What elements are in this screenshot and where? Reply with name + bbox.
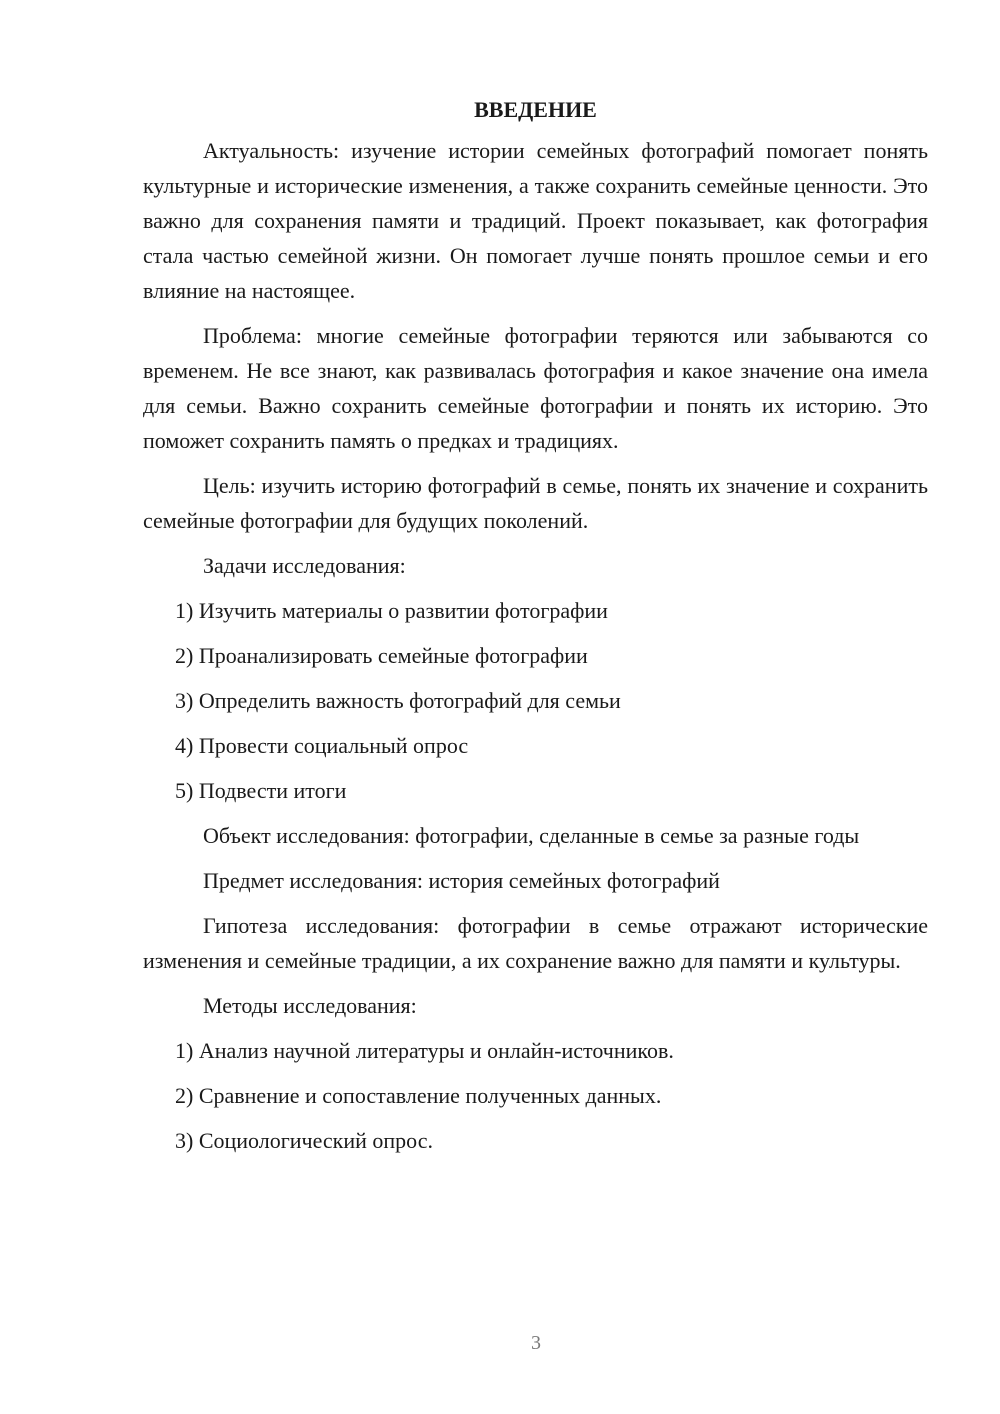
list-item: 2) Проанализировать семейные фотографии bbox=[175, 643, 588, 668]
page-number: 3 bbox=[531, 1332, 541, 1354]
list-item: 3) Определить важность фотографий для семьи bbox=[175, 688, 621, 713]
paragraph-problem: Проблема: многие семейные фотографии теряются или забываются со временем. Не все знают, как развивалась фотография и какое значение она имела для семьи. Важно сохранить семейные фотографии и понять их историю. Это поможет сохранить память о предках и традициях. bbox=[143, 323, 928, 453]
methods-heading: Методы исследования: bbox=[203, 993, 417, 1018]
list-item: 2) Сравнение и сопоставление полученных данных. bbox=[175, 1083, 662, 1108]
methods-list bbox=[143, 1033, 928, 1158]
page-title: ВВЕДЕНИЕ bbox=[474, 97, 597, 122]
list-item: 5) Подвести итоги bbox=[175, 778, 347, 803]
paragraph-subject: Предмет исследования: история семейных фотографий bbox=[203, 868, 720, 893]
paragraph-object: Объект исследования: фотографии, сделанные в семье за разные годы bbox=[203, 823, 860, 848]
paragraph-relevance: Актуальность: изучение истории семейных фотографий помогает понять культурные и исторические изменения, а также сохранить семейные ценности. Это важно для сохранения памяти и традиций. Проект показывает, как фотография стала частью семейной жизни. Он помогает лучше понять прошлое семьи и его влияние на настоящее. bbox=[143, 138, 928, 303]
list-item: 4) Провести социальный опрос bbox=[175, 733, 469, 758]
list-item: 3) Социологический опрос. bbox=[175, 1128, 433, 1153]
tasks-heading: Задачи исследования: bbox=[203, 553, 406, 578]
list-item: 1) Анализ научной литературы и онлайн-источников. bbox=[175, 1038, 674, 1063]
list-item: 1) Изучить материалы о развитии фотографии bbox=[175, 598, 608, 623]
paragraph-goal: Цель: изучить историю фотографий в семье, понять их значение и сохранить семейные фотографии для будущих поколений. bbox=[143, 473, 928, 533]
tasks-list bbox=[143, 593, 928, 808]
page-content bbox=[143, 92, 928, 1168]
paragraph-hypothesis: Гипотеза исследования: фотографии в семье отражают исторические изменения и семейные традиции, а их сохранение важно для памяти и культуры. bbox=[143, 913, 928, 973]
